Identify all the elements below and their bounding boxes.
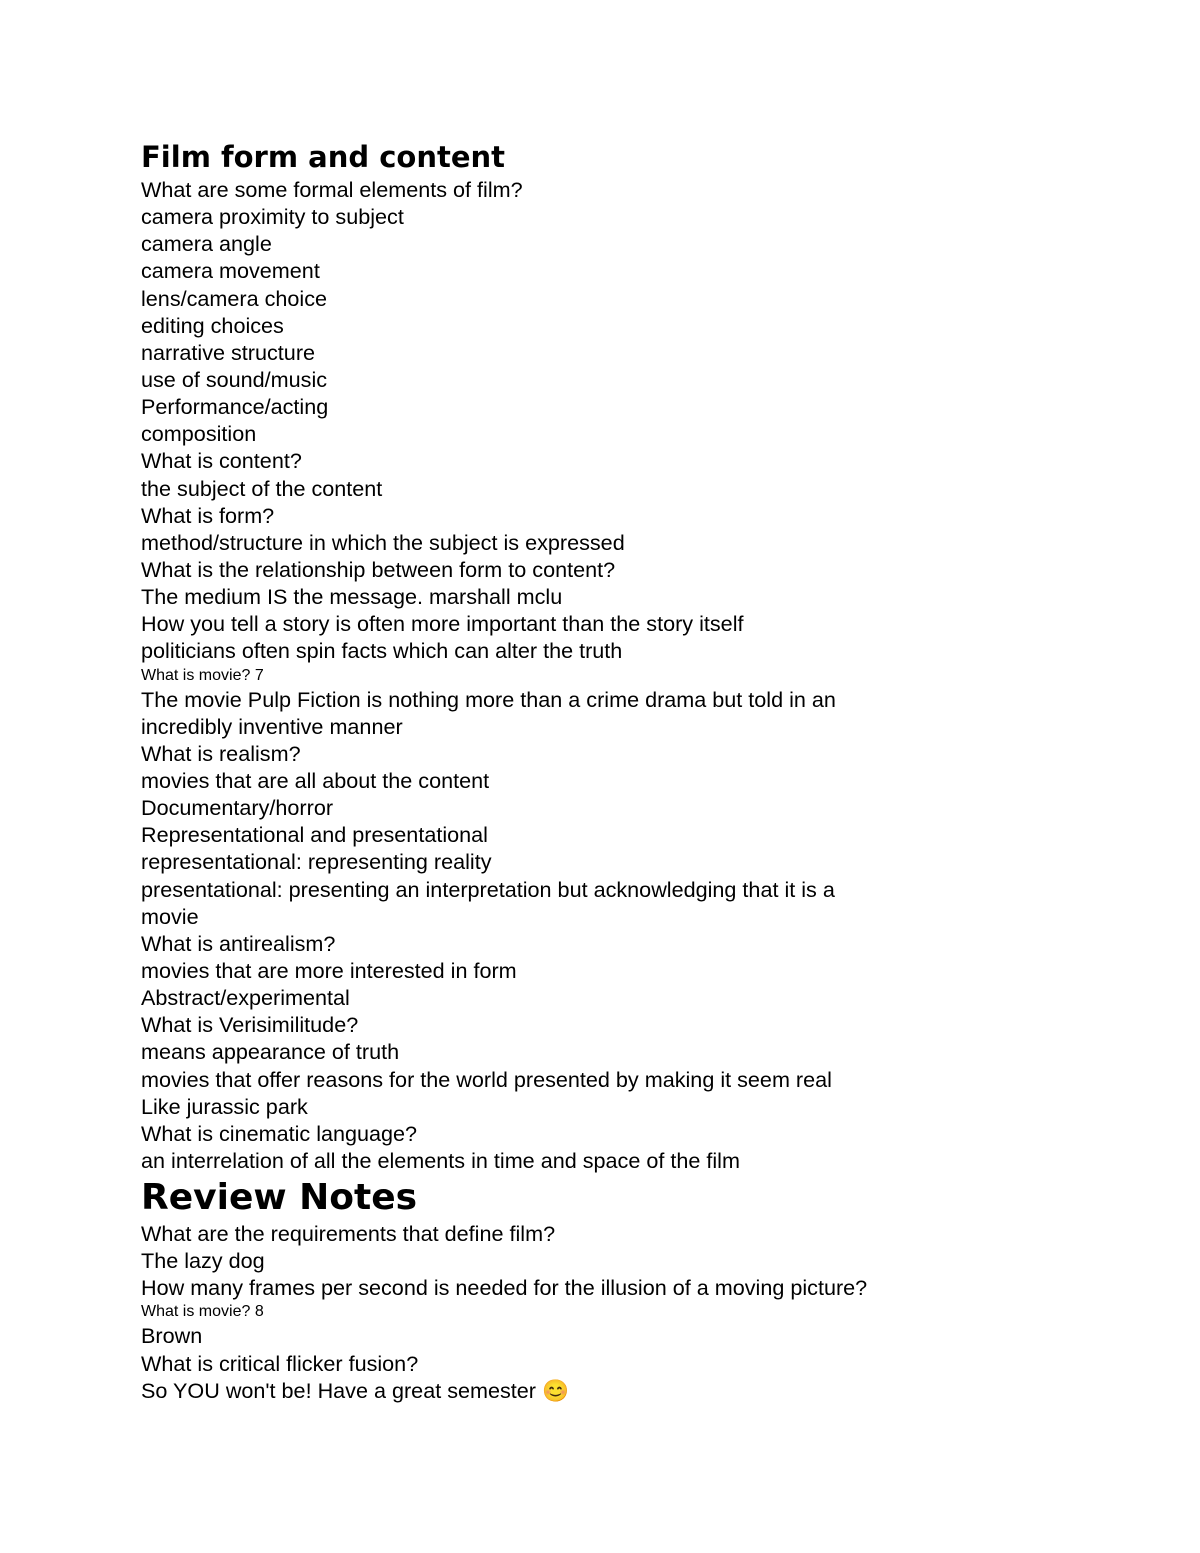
- text-line: What is movie? 7: [141, 666, 264, 684]
- text-line: What is form?: [141, 502, 275, 528]
- text-line: The medium IS the message. marshall mclu: [141, 584, 563, 610]
- text-line: an interrelation of all the elements in time and space of the film: [141, 1147, 740, 1173]
- text-line: What is the relationship between form to content?: [141, 556, 616, 582]
- text-line: What are the requirements that define film?: [141, 1221, 556, 1247]
- text-line: Abstract/experimental: [141, 985, 350, 1011]
- text-line: camera movement: [141, 258, 320, 284]
- section2-lines: [141, 1220, 1001, 1404]
- text-line: camera proximity to subject: [141, 204, 404, 230]
- text-line: presentational: presenting an interpretation but acknowledging that it is a: [141, 876, 835, 902]
- text-line: What is content?: [141, 448, 302, 474]
- text-line: representational: representing reality: [141, 849, 492, 875]
- text-line: Documentary/horror: [141, 795, 334, 821]
- text-line: What is cinematic language?: [141, 1120, 418, 1146]
- text-line: What is Verisimilitude?: [141, 1012, 359, 1038]
- section1-lines: [141, 176, 1001, 1174]
- text-line: means appearance of truth: [141, 1039, 400, 1065]
- text-line: movie: [141, 903, 199, 929]
- text-line: Like jurassic park: [141, 1093, 308, 1119]
- section-title-review-notes: Review Notes: [141, 1177, 418, 1219]
- text-line: incredibly inventive manner: [141, 713, 403, 739]
- text-line: narrative structure: [141, 339, 316, 365]
- text-line: editing choices: [141, 312, 284, 338]
- text-line: How you tell a story is often more important than the story itself: [141, 611, 744, 637]
- text-line: use of sound/music: [141, 366, 328, 392]
- section-title-film-form: Film form and content: [141, 140, 506, 174]
- text-line: Representational and presentational: [141, 822, 488, 848]
- text-line: So YOU won't be! Have a great semester 😊: [141, 1377, 569, 1403]
- text-line: How many frames per second is needed for the illusion of a moving picture?: [141, 1275, 868, 1301]
- text-line: movies that offer reasons for the world presented by making it seem real: [141, 1066, 832, 1092]
- text-line: movies that are more interested in form: [141, 957, 517, 983]
- text-line: method/structure in which the subject is expressed: [141, 529, 625, 555]
- text-line: What is antirealism?: [141, 930, 336, 956]
- text-line: the subject of the content: [141, 475, 383, 501]
- text-line: The lazy dog: [141, 1248, 265, 1274]
- text-line: What are some formal elements of film?: [141, 177, 523, 202]
- text-line: camera angle: [141, 231, 272, 257]
- document-page: [141, 138, 1001, 1404]
- text-line: politicians often spin facts which can alter the truth: [141, 638, 623, 664]
- text-line: What is movie? 8: [141, 1303, 264, 1321]
- text-line: The movie Pulp Fiction is nothing more than a crime drama but told in an: [141, 686, 836, 712]
- text-line: lens/camera choice: [141, 285, 328, 311]
- text-line: Performance/acting: [141, 394, 329, 420]
- text-line: movies that are all about the content: [141, 767, 490, 793]
- text-line: What is critical flicker fusion?: [141, 1350, 419, 1376]
- text-line: composition: [141, 421, 257, 447]
- text-line: Brown: [141, 1323, 203, 1349]
- text-line: What is realism?: [141, 740, 301, 766]
